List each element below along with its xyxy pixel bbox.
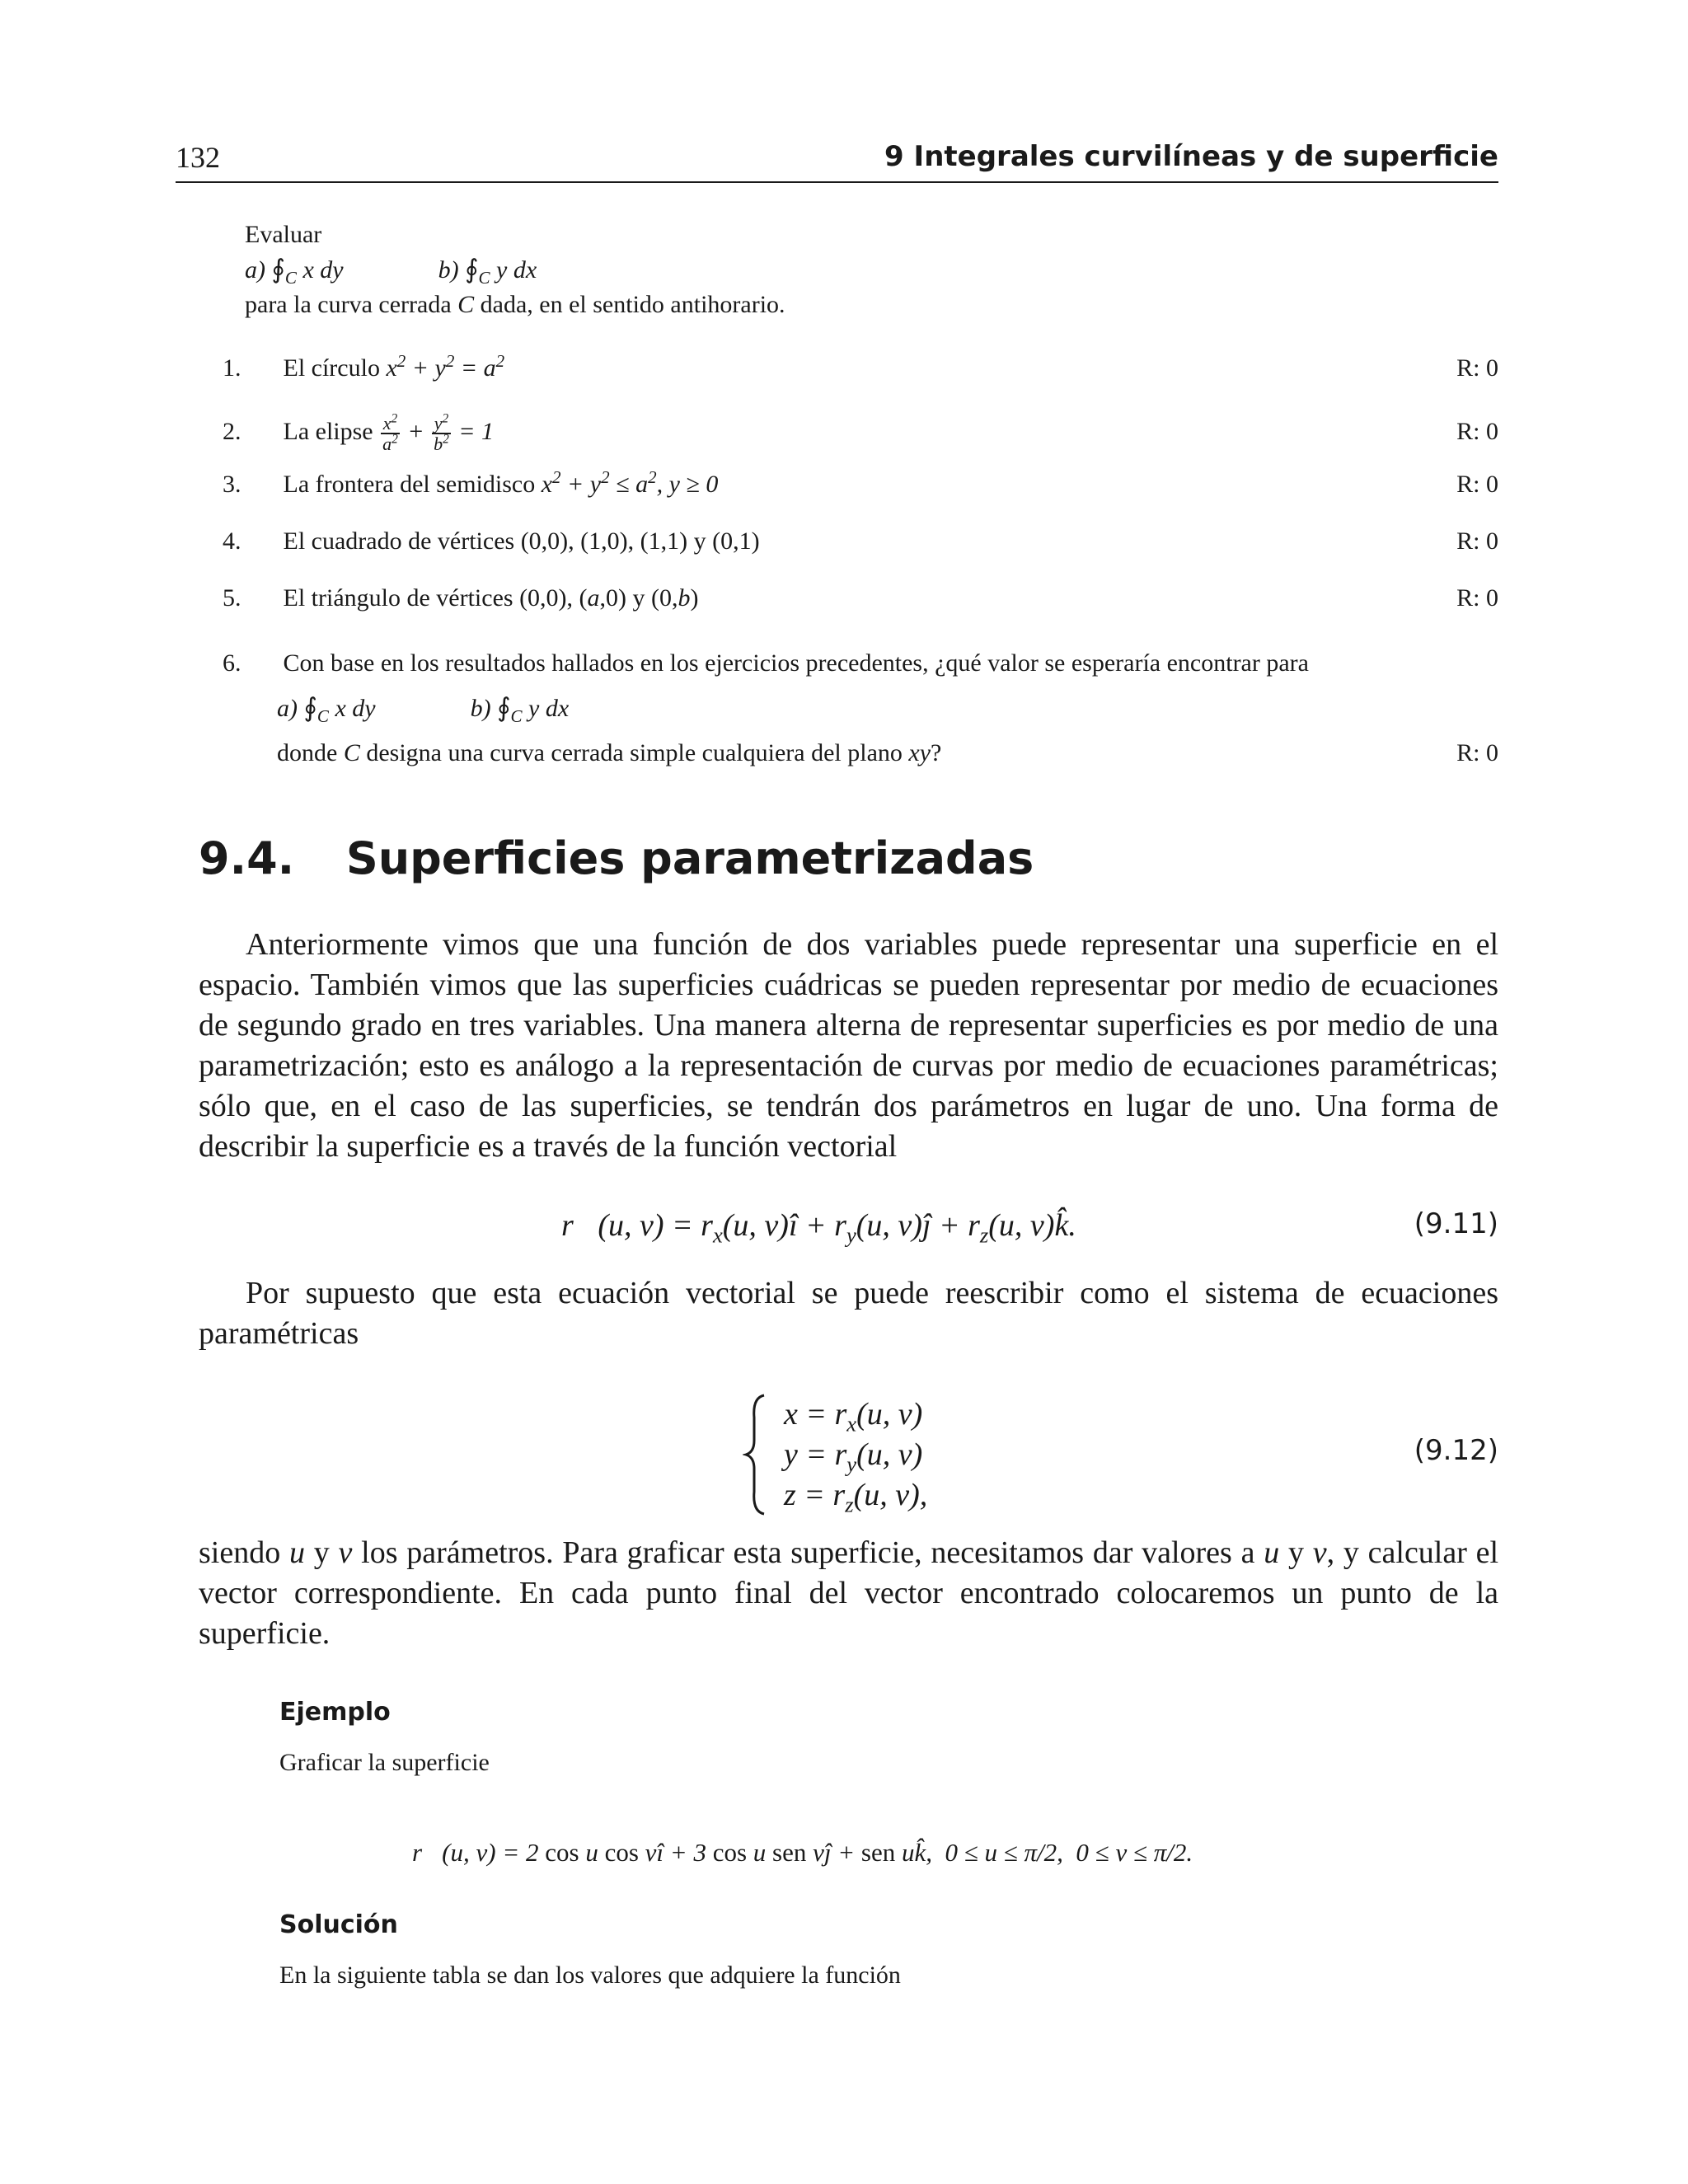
equation-system: $x = r_x(u$, v) $y = r_y(u$, v) $z = r_z(u$, v), — [784, 1397, 928, 1517]
exercise-text: La frontera del semidisco — [283, 471, 536, 498]
intro-line3-suffix: dada, en el sentido antihorario. — [480, 291, 785, 318]
contour-integral-symbol: ∮ — [271, 255, 285, 284]
ex6-a-sub: C — [316, 706, 329, 726]
solution-heading: Solución — [279, 1910, 398, 1939]
equation-number: (9.11) — [1414, 1207, 1498, 1240]
paragraph-1: Anteriormente vimos que una función de dos variables puede representar una superficie en el espacio. También vimos que las superficies cuádricas se pueden representar por medio de ecuaciones de segundo grado en tres variables. Una manera alterna de representar superficies es por medio de una parametrización; esto es análogo a la representación de curvas por medio de ecuaciones paramétricas; sólo que, en el caso de las superficies, se tendrán dos parámetros en lugar de uno. Una forma de describir la superficie es a través de la función vectorial — [199, 927, 1498, 1164]
brace-icon — [743, 1393, 767, 1516]
p3-var: u — [288, 1535, 305, 1570]
exercise-text: El cuadrado de vértices (0,0), (1,0), (1,1) y (0,1) — [283, 527, 760, 555]
exercise-item — [223, 467, 1498, 505]
ex6-a-expr: x dy — [335, 695, 376, 722]
exercise-item — [223, 527, 1498, 562]
exercise-answer: R: 0 — [1456, 471, 1498, 498]
intro-b-expr: y dx — [496, 256, 537, 284]
paragraph-3 — [199, 1533, 1498, 1654]
example-equation: r⃗(u, v) = 2 cos u cos vî + 3 cos u sen vĵ + sen uk̂, 0 ≤ u ≤ π/2, 0 ≤ v ≤ π/2. — [412, 1838, 1193, 1867]
intro-line3 — [245, 288, 1481, 322]
exercise-number: 6. — [223, 649, 241, 677]
intro-a-label: a) — [245, 256, 265, 284]
page-number: 132 — [176, 141, 220, 174]
section-number: 9.4. — [199, 832, 295, 884]
p3-part: los parámetros. Para graficar esta superficie, necesitamos dar valores a — [361, 1535, 1255, 1570]
exercise-text: El triángulo de vértices (0,0), ( — [283, 584, 588, 612]
exercise-item — [223, 641, 1498, 776]
intro-b-label: b) — [438, 256, 459, 284]
equation-body: r⃗(u, $v) = r_x(u$, v)î + $r_y(u$, v)ĵ + $r_z(u$, v)k̂. — [561, 1208, 1076, 1248]
contour-integral-symbol: ∮ — [303, 693, 317, 722]
exercise-formula: $\frac{x^2}{a^2}$ + $\frac{y^2}{b^2}$ = 1 — [382, 411, 495, 455]
exercise-item — [223, 411, 1498, 455]
equation-9-11 — [199, 1207, 1498, 1257]
exercise-intro — [245, 218, 1481, 322]
exercise-answer: R: 0 — [1456, 527, 1498, 555]
intro-line3-c: C — [457, 291, 475, 318]
intro-evaluar: Evaluar — [245, 221, 322, 248]
intro-b-sub: C — [478, 268, 490, 288]
exercise-item: 5. El triángulo de vértices (0,0), (a,0) y (0,b) R: 0 — [223, 584, 1498, 612]
ex6-line3-b: designa una curva cerrada simple cualquiera del plano — [366, 739, 903, 766]
exercise-text: La elipse — [283, 417, 373, 445]
exercise-item — [223, 351, 1498, 389]
exercise-text: El círculo — [283, 354, 380, 382]
ex6-line3-a: donde — [277, 739, 338, 766]
paragraph-2: Por supuesto que esta ecuación vectorial se puede reescribir como el sistema de ecuaciones paramétricas — [199, 1276, 1498, 1351]
section-title: Superficies parametrizadas — [345, 832, 1034, 884]
p3-part: siendo — [199, 1535, 281, 1570]
page-header — [176, 140, 1498, 183]
exercise-answer: R: 0 — [1456, 354, 1498, 382]
ex6-b-sub: C — [510, 706, 523, 726]
chapter-title: 9 Integrales curvilíneas y de superficie — [884, 140, 1498, 173]
exercise-number: 1. — [223, 354, 241, 382]
contour-integral-symbol: ∮ — [465, 255, 479, 284]
ex6-line3-c: C — [343, 739, 360, 766]
exercise-number: 3. — [223, 471, 241, 498]
p3-part: y — [313, 1535, 330, 1570]
exercise6-integrals — [223, 686, 1498, 731]
exercise-number: 4. — [223, 527, 241, 555]
exercise-answer: R: 0 — [1456, 584, 1498, 612]
header-rule — [176, 181, 1498, 183]
p3-var: v — [338, 1535, 353, 1570]
intro-a-expr: x dy — [302, 256, 344, 284]
p3-part: y — [1288, 1535, 1304, 1570]
ex6-line3-q: ? — [931, 739, 942, 766]
contour-integral-symbol: ∮ — [497, 693, 511, 722]
ex6-line3-xy: xy — [908, 739, 931, 766]
intro-integrals — [245, 252, 1481, 288]
exercise-number: 5. — [223, 584, 241, 612]
p3-var: u — [1264, 1535, 1280, 1570]
section-heading — [199, 832, 1034, 884]
equation-9-12 — [199, 1393, 1498, 1516]
exercise-list — [223, 351, 1498, 776]
intro-line3-prefix: para la curva cerrada — [245, 291, 452, 318]
exercise-number: 2. — [223, 417, 241, 445]
exercise-answer: R: 0 — [1456, 739, 1498, 766]
example-heading: Ejemplo — [279, 1698, 391, 1727]
solution-text: En la siguiente tabla se dan los valores que adquiere la función — [279, 1961, 901, 1989]
exercise-answer: R: 0 — [1456, 417, 1498, 445]
ex6-b-label: b) — [470, 695, 491, 722]
exercise-formula: $x^2 + y^2 \le a^2$, y ≥ 0 — [541, 467, 719, 498]
intro-a-sub: C — [284, 268, 297, 288]
p3-var: v — [1312, 1535, 1327, 1570]
ex6-a-label: a) — [277, 695, 298, 722]
ex6-b-expr: y dx — [528, 695, 570, 722]
p3-part: , y calcular el vector correspondiente. En cada punto final del vector encontrado colocaremos un punto de la superficie. — [199, 1535, 1499, 1651]
equation-number: (9.12) — [1414, 1434, 1498, 1467]
exercise-formula: $x^2 + y^2 = a^2$ — [386, 351, 505, 382]
example-instruction: Graficar la superficie — [279, 1749, 490, 1776]
exercise-text: Con base en los resultados hallados en los ejercicios precedentes, ¿qué valor se esperaría encontrar para — [283, 649, 1309, 677]
